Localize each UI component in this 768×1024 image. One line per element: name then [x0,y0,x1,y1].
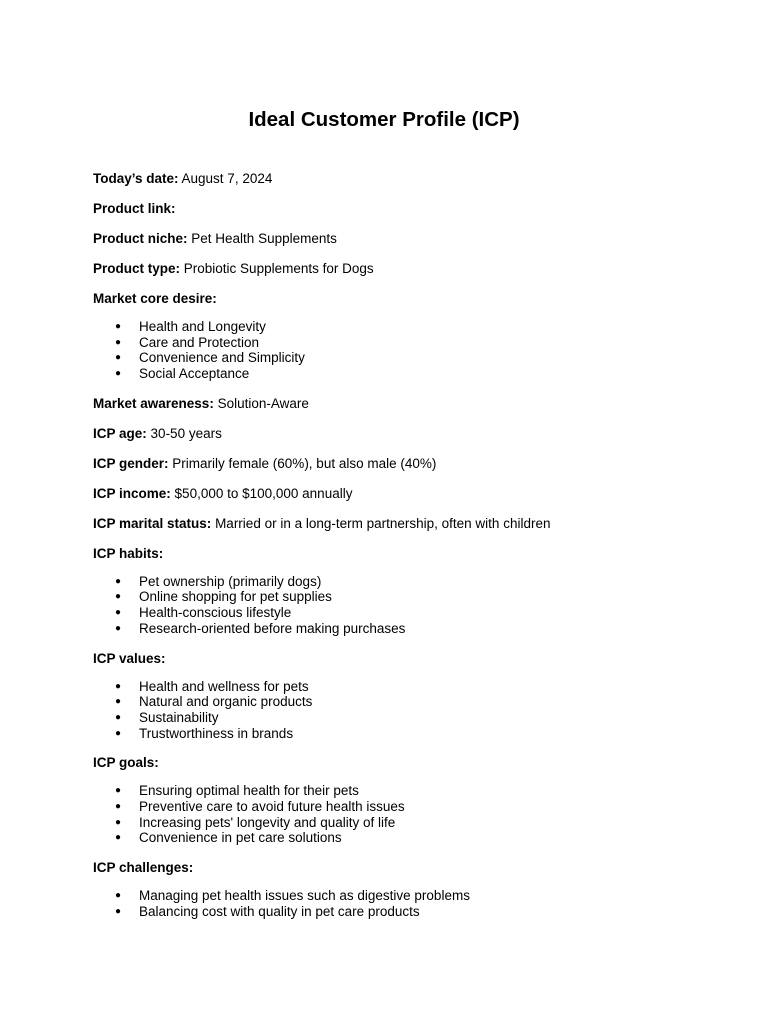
list-item: ● Health and wellness for pets [115,679,713,695]
list-item: ● Convenience and Simplicity [115,350,713,366]
list-item: ● Natural and organic products [115,694,713,710]
field-label: Product link: [93,201,176,216]
field-date [93,171,713,201]
list-item: ● Convenience in pet care solutions [115,830,713,846]
list-item: ● Pet ownership (primarily dogs) [115,574,713,590]
list-item: ● Increasing pets' longevity and quality of life [115,815,713,831]
list-item: ● Sustainability [115,710,713,726]
list-item: ● Managing pet health issues such as digestive problems [115,888,713,904]
field-icp-gender [93,456,713,486]
field-label: Today’s date: [93,171,179,186]
icp-goals-list [93,783,713,846]
list-item: ● Ensuring optimal health for their pets [115,783,713,799]
field-icp-goals [93,755,713,785]
field-market-awareness [93,396,713,426]
list-item: ● Preventive care to avoid future health issues [115,799,713,815]
field-icp-habits [93,546,713,576]
list-item: ● Social Acceptance [115,366,713,382]
market-core-desire-list [93,319,713,382]
field-value: Primarily female (60%), but also male (40%) [172,455,437,471]
field-label: Product type: [93,261,181,276]
list-item: ● Health-conscious lifestyle [115,605,713,621]
field-value: $50,000 to $100,000 annually [174,485,353,501]
field-product-type [93,261,713,291]
field-value: Solution-Aware [217,395,309,411]
field-icp-values [93,651,713,681]
field-label: Market core desire: [93,291,217,306]
field-label: ICP income: [93,485,171,501]
field-market-core-desire [93,291,713,321]
field-label: ICP age: [93,425,147,441]
field-label: ICP marital status: [93,515,212,531]
list-item: ● Care and Protection [115,335,713,351]
field-label: ICP values: [93,650,166,666]
field-label: Product niche: [93,231,188,246]
field-product-niche [93,231,713,261]
field-value: August 7, 2024 [181,171,273,186]
field-product-link [93,201,713,231]
field-icp-marital-status [93,516,713,546]
field-value: 30-50 years [150,425,222,441]
field-icp-income [93,486,713,516]
field-label: ICP gender: [93,455,169,471]
field-icp-age [93,426,713,456]
icp-values-list [93,679,713,742]
field-label: ICP goals: [93,755,159,771]
document-title: Ideal Customer Profile (ICP) [248,108,520,131]
field-label: ICP habits: [93,545,164,561]
list-item: ● Online shopping for pet supplies [115,589,713,605]
field-value: Married or in a long-term partnership, often with children [215,515,551,531]
field-label: Market awareness: [93,395,214,411]
icp-challenges-list [93,888,713,919]
field-value: Pet Health Supplements [191,231,337,246]
field-value: Probiotic Supplements for Dogs [183,261,374,276]
list-item: ● Trustworthiness in brands [115,726,713,742]
field-label: ICP challenges: [93,860,194,875]
list-item: ● Health and Longevity [115,319,713,335]
icp-habits-list [93,574,713,637]
field-icp-challenges [93,860,713,890]
list-item: ● Research-oriented before making purchases [115,621,713,637]
document-body [93,171,713,933]
list-item: ● Balancing cost with quality in pet care products [115,904,713,920]
